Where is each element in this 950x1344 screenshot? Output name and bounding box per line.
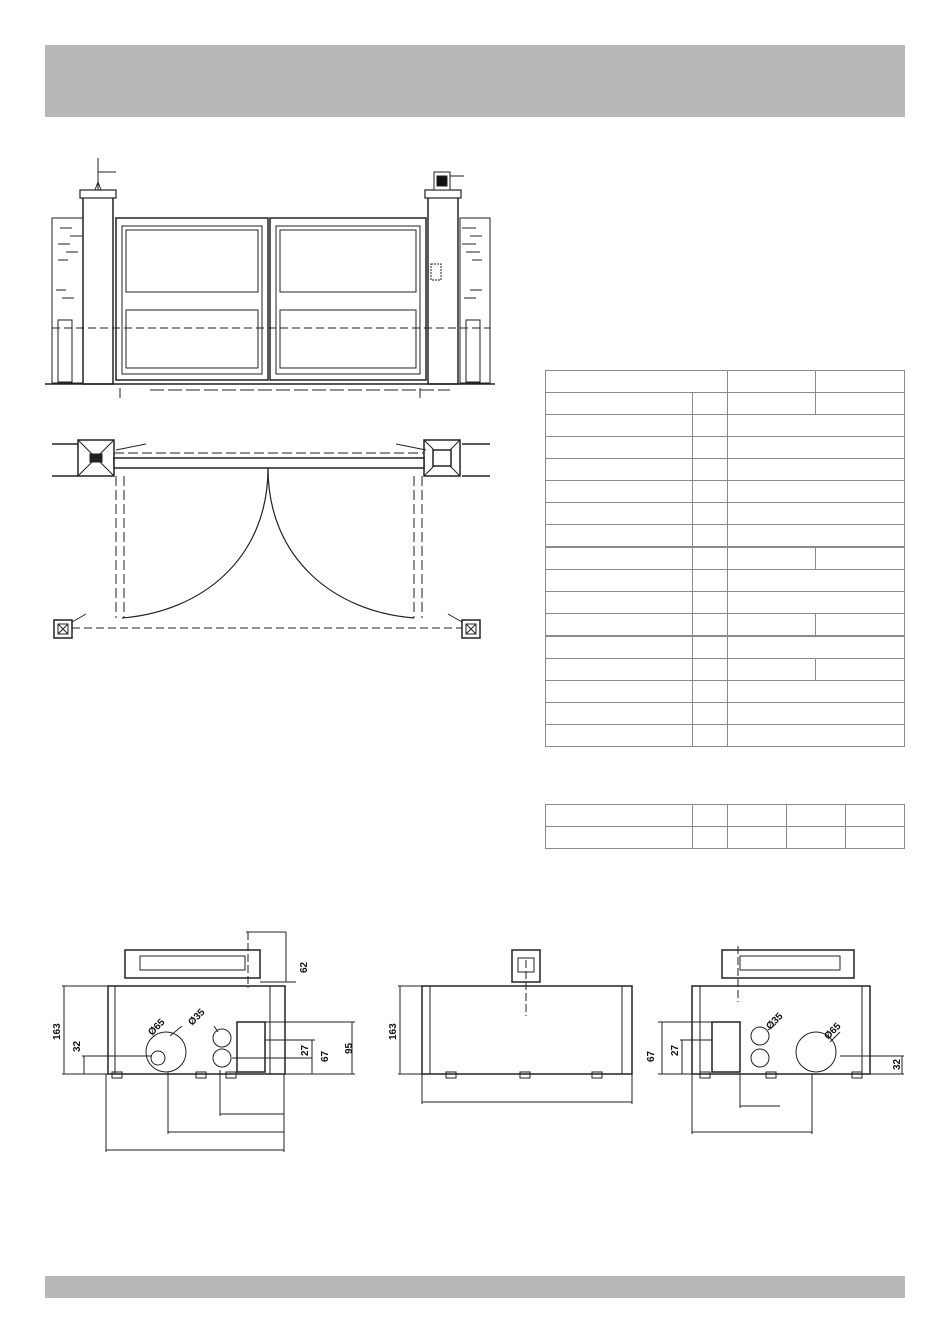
motor-box-middle <box>422 950 632 1078</box>
dim-163-middle: 163 <box>388 1023 399 1040</box>
dim-163-left: 163 <box>52 1023 63 1040</box>
dim-32-right: 32 <box>892 1058 903 1070</box>
motor-box-right <box>692 946 870 1078</box>
dim-d35-right: Ø35 <box>764 1010 786 1033</box>
dim-27-left: 27 <box>300 1044 311 1056</box>
dim-27-right: 27 <box>670 1044 681 1056</box>
dim-95-left: 95 <box>344 1042 355 1054</box>
dim-62: 62 <box>299 961 310 973</box>
dim-32-left: 32 <box>72 1040 83 1052</box>
dim-67-right: 67 <box>646 1050 657 1062</box>
dim-d65-right: Ø65 <box>822 1020 844 1043</box>
dim-d35-left: Ø35 <box>186 1006 208 1029</box>
dim-d65-left: Ø65 <box>146 1016 168 1039</box>
dim-67-left: 67 <box>320 1050 331 1062</box>
footer-band <box>45 1276 905 1298</box>
